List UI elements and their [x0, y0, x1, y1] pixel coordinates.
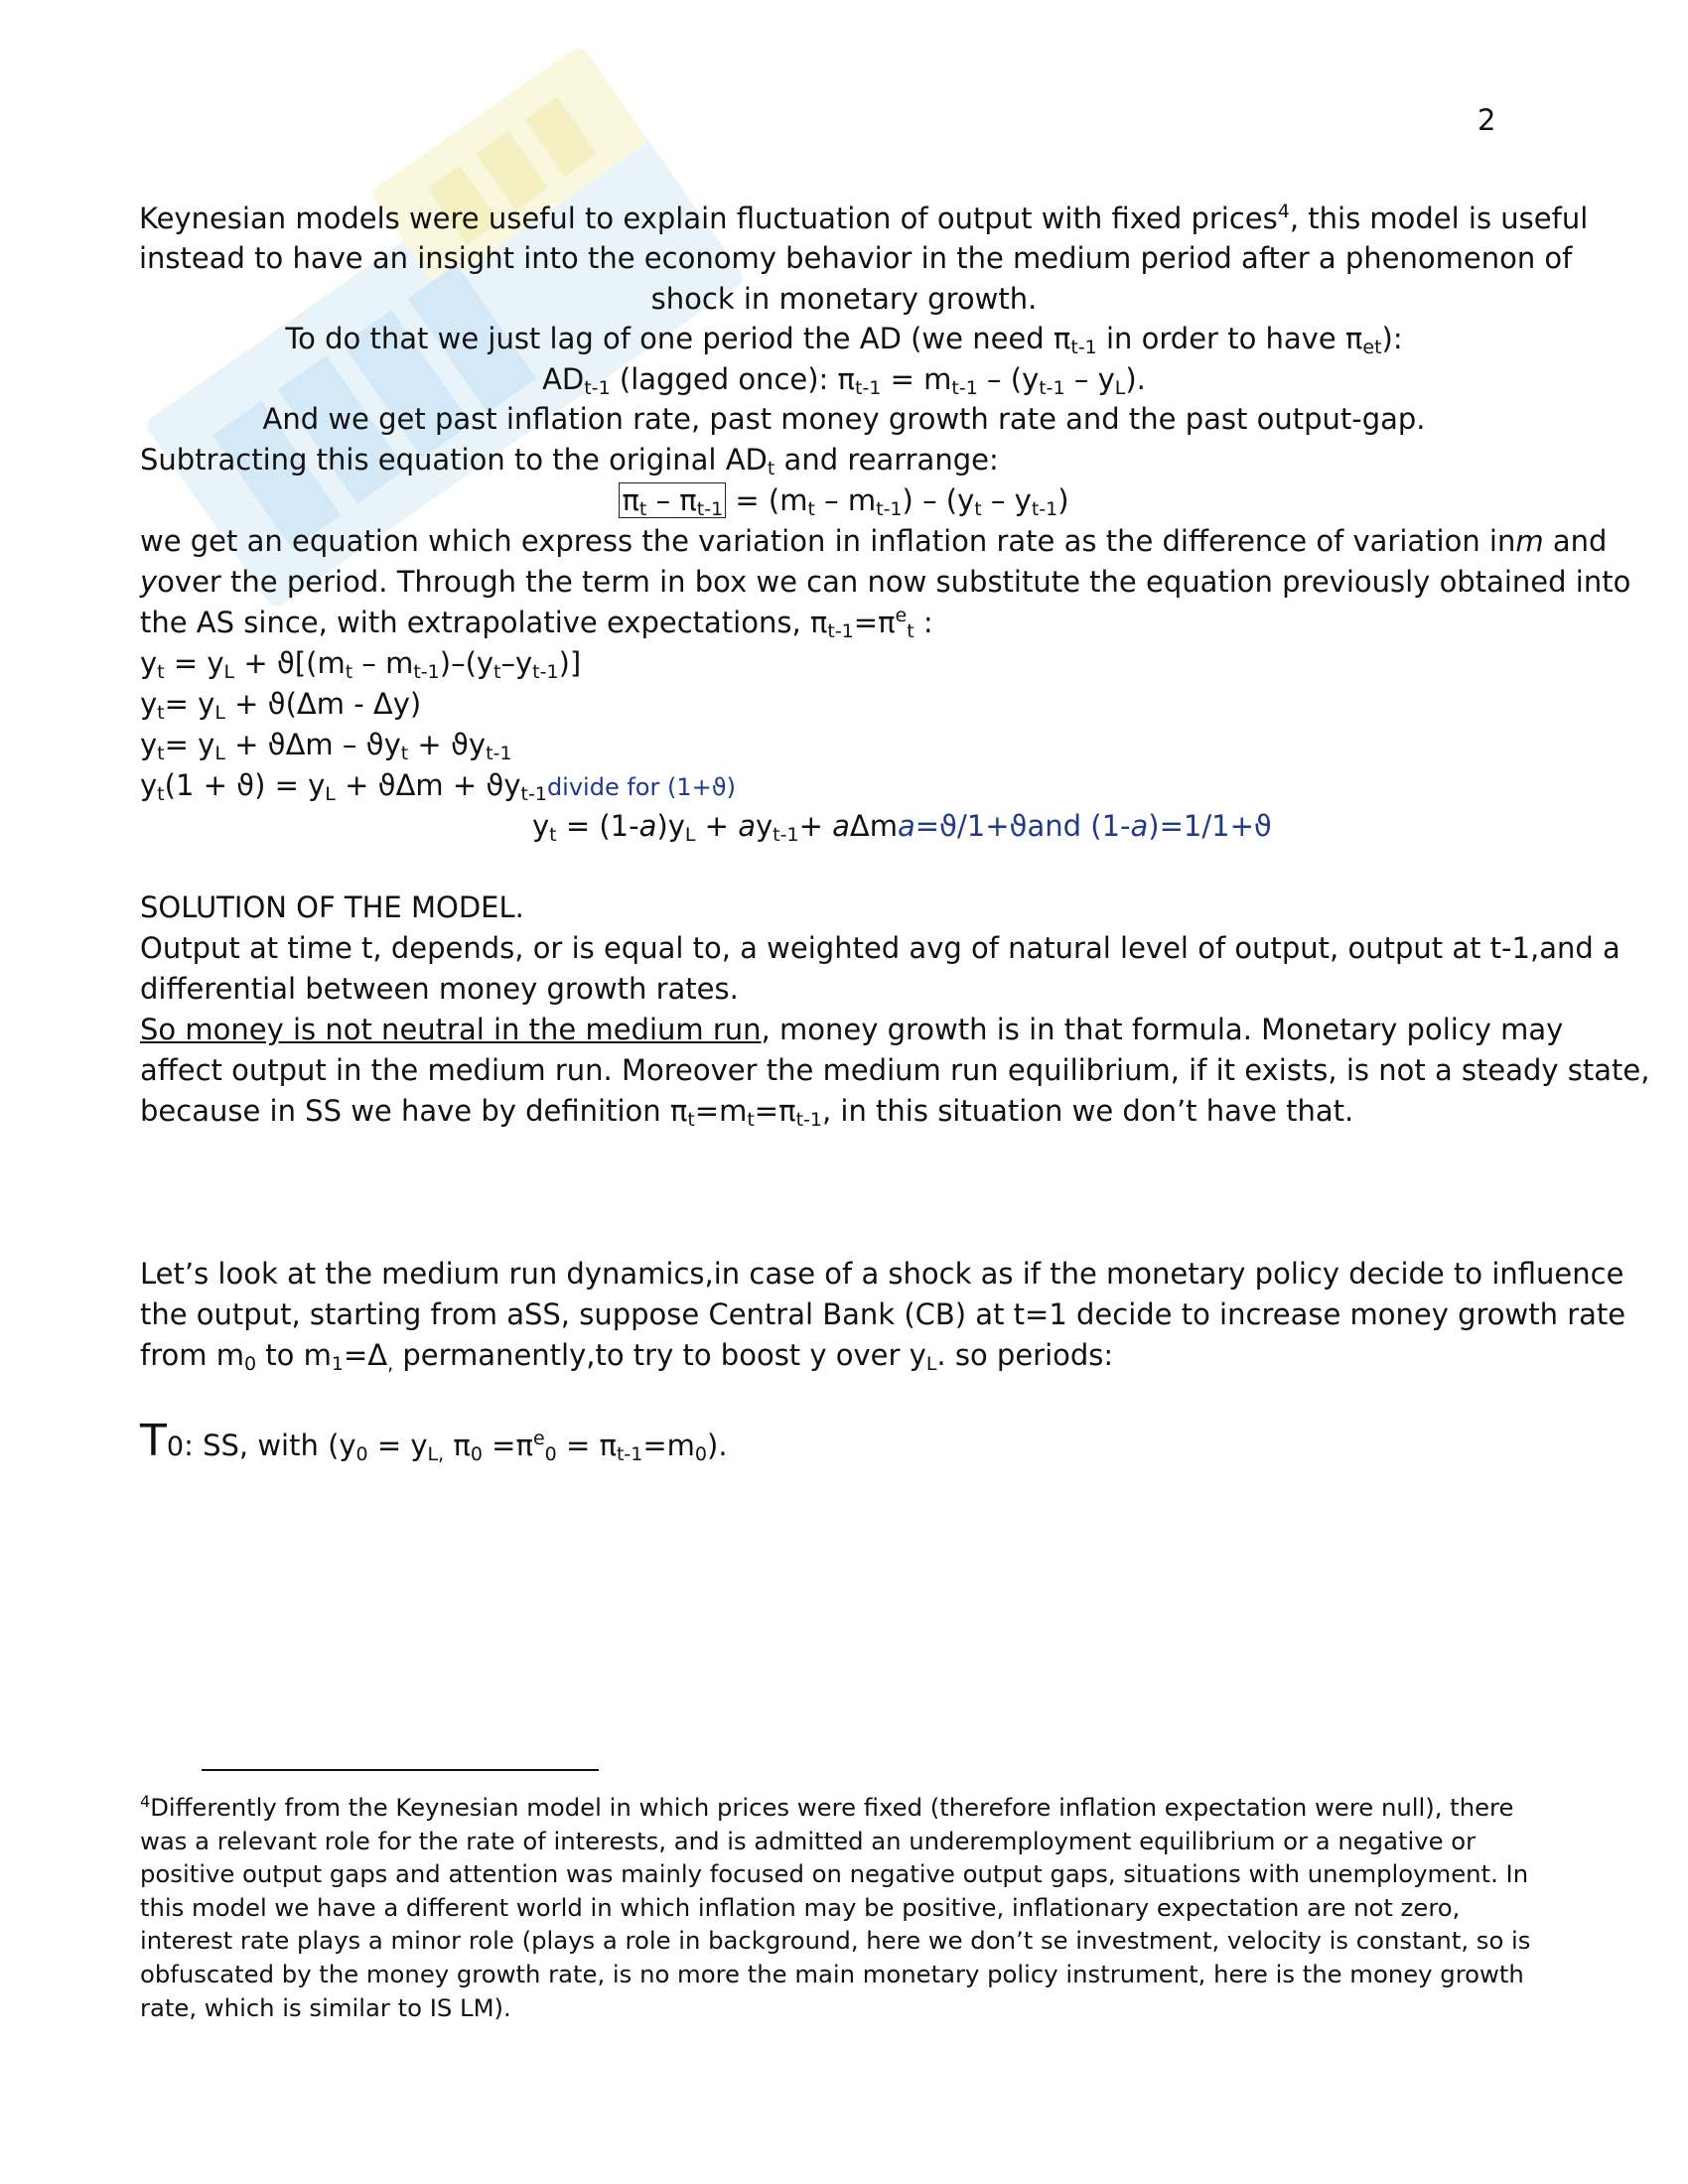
solution-line3: So money is not neutral in the medium run, money growth is in that formula. Monetary policy may [140, 1013, 1564, 1046]
footnote [140, 1791, 1550, 2024]
equation-1: $y_t = y_L + ϑ[(m_t - m_{t-1})-(y_t-y_{t-1})]$ [140, 646, 582, 683]
equation-3: $y_t= y_L + ϑ\Delta m - ϑy_t + ϑy_{t-1}$ [140, 728, 512, 764]
boxed-equation: $\pi_t - \pi_{t-1} = (m_t - m_{t-1}) - (y_t - y_{t-1})$ [139, 480, 1549, 520]
para2-line1: we get an equation which express the variation in inflation rate as the difference of variation inm and [140, 524, 1608, 558]
para2-line3: the AS since, with extrapolative expectations, $\pi_{t-1}=\pi^e_t$ : [140, 605, 933, 642]
equation-4: $y_t(1 + ϑ) = y_L + ϑ\Delta m$ + $ϑy_{t-1}divide$ for (1+ϑ) [140, 768, 736, 805]
dynamics-line1: Let’s look at the medium run dynamics,in case of a shock as if the monetary policy decide to influence [140, 1257, 1624, 1291]
footnote-ref[interactable]: 4 [1277, 201, 1290, 222]
solution-line4: affect output in the medium run. Moreover the medium run equilibrium, if it exists, is not a steady state, [140, 1053, 1650, 1087]
footnote-text: Differently from the Keynesian model in which prices were fixed (therefore inflation expectation were null), there was a relevant role for the rate of interests, and is admitted an underemployment equilibrium or a negative or positive output gaps and attention was mainly focused on negative output gaps, situations with unemployment. In this model we have a different world in which inflation may be positive, inflationary expectation are not zero, interest rate plays a minor role (plays a role in background, here we don’t se investment, velocity is constant, so is obfuscated by the money growth rate, is no more the main monetary policy instrument, here is the money growth rate, which is similar to IS LM). [140, 1793, 1531, 2022]
solution-heading: SOLUTION OF THE MODEL. [140, 890, 524, 924]
solution-line5: because in SS we have by definition $\pi_t=m_t=\pi_{t-1}$, in this situation we don’t have that. [140, 1094, 1354, 1131]
footnote-mark: 4 [140, 1792, 151, 1811]
ad-lagged-equation: $AD_{t-1}$ (lagged once): $\pi_{t-1} = m_{t-1} - (y_{t-1} - y_L)$. [542, 362, 1146, 399]
equation-2: $y_t= y_L + ϑ(\Delta m - \Delta y)$ [140, 687, 422, 724]
para1-line2: instead to have an insight into the economy behavior in the medium period after a phenomenon of [139, 241, 1573, 275]
para1-line7: Subtracting this equation to the original $AD_t$ and rearrange: [140, 443, 999, 479]
dynamics-line2: the output, starting from aSS, suppose Central Bank (CB) at t=1 decide to increase money growth rate [140, 1297, 1626, 1331]
para1-line3: shock in monetary growth. [650, 282, 1038, 316]
equation-5: $y_t = (1-a)y_L + ay_{t-1}+ a\Delta ma=ϑ/1+ϑand$ (1-a)=1/1+ϑ [532, 809, 1272, 846]
equation-5-note: a=ϑ/1+ϑand (1-a)=1/1+ϑ [897, 809, 1272, 843]
solution-line1: Output at time t, depends, or is equal to, a weighted avg of natural level of output, output at t-1,and a [140, 931, 1620, 965]
equation-4-note: divide for (1+ϑ) [546, 773, 736, 801]
para1-line6: And we get past inflation rate, past money growth rate and the past output-gap. [262, 402, 1426, 436]
footnote-rule [202, 1769, 599, 1771]
para2-line2: yover the period. Through the term in box we can now substitute the equation previously obtained into [140, 565, 1631, 599]
dynamics-line3: from $m_0$ to $m_1=\Delta_,$ permanently,to try to boost y over $y_L$. so periods: [140, 1338, 1114, 1375]
solution-line2: differential between money growth rates. [140, 972, 739, 1006]
boxed-term: $\pi_t - \pi_{t-1}$ [619, 482, 726, 518]
page-number: 2 [1477, 103, 1496, 137]
t0-line: T0: SS, with ($y_0 = y_{L,}$ $\pi_0 =\pi^e_0 = \pi_{t-1}=m_0$). [140, 1416, 728, 1466]
para1-line4: To do that we just lag of one period the AD (we need $\pi_{t-1}$ in order to have $\pi_{et}$): [285, 322, 1403, 358]
para1-line1: Keynesian models were useful to explain fluctuation of output with fixed prices$^4$, this model is useful [139, 201, 1589, 235]
